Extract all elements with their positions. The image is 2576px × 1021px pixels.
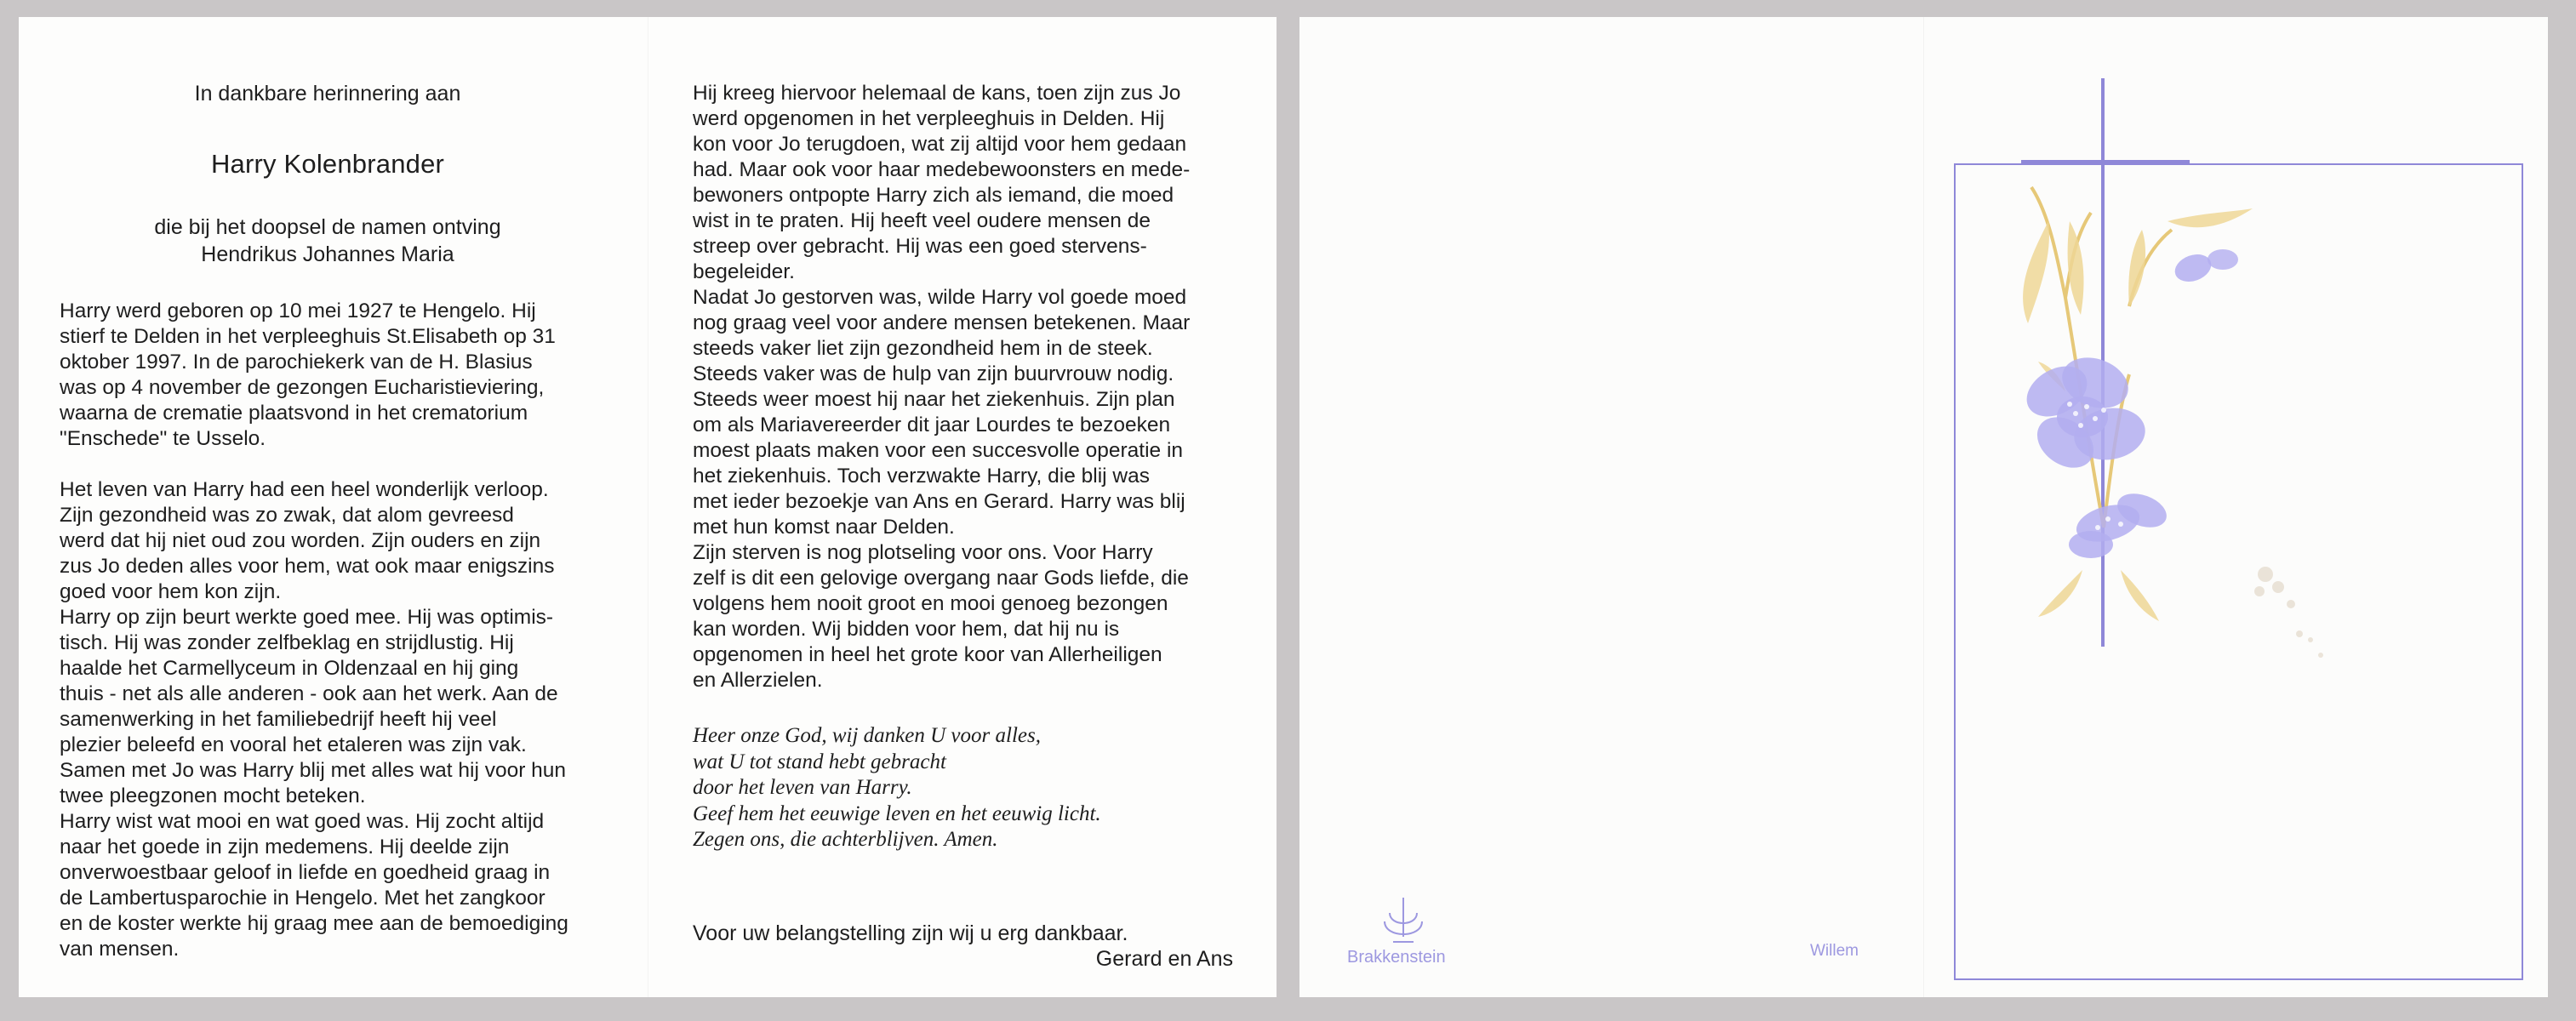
baptism-line: die bij het doopsel de namen ontving xyxy=(154,215,501,239)
card-inside xyxy=(19,17,1277,997)
age-stain xyxy=(2254,567,2323,658)
cross-horizontal-beam xyxy=(2021,160,2190,164)
thanks-text: Voor uw belangstelling zijn wij u erg dankbaar. xyxy=(693,921,1128,945)
intro-text: In dankbare herinnering aan xyxy=(194,82,461,106)
publisher-logo-icon xyxy=(1381,894,1425,945)
deceased-name: Harry Kolenbrander xyxy=(210,149,445,179)
life-story-paragraph: Het leven van Harry had een heel wonderlijk verloop. Zijn gezondheid was zo zwak, dat alom gevreesd werd dat hij niet oud zou worden. Zijn ouders en zijn zus Jo deden alles voor hem, wat ook maar enigszins goed voor hem kon zijn. Harry op zijn beurt werkte goed mee. Hij was optimis- tisch. Hij was zonder zelfbeklag en strijdlustig. Hij haalde het Carmellyceum in Oldenzaal en hij ging thuis - net als alle anderen - ook aan het werk. Aan de samenwerking in het familiebedrijf heeft hij veel plezier beleefd en vooral het etaleren was zijn vak. Samen met Jo was Harry blij met alles wat hij voor hun twee pleegzonen mocht beteken. Harry wist wat mooi en wat goed was. Hij zocht altijd naar het goede in zijn medemens. Hij deelde zijn onverwoestbaar geloof in liefde en goedheid graag in de Lambertusparochie in Hengelo. Met het zangkoor en de koster werkte hij graag mee aan de bemoediging van mensen. xyxy=(60,478,568,961)
biography-paragraph: Harry werd geboren op 10 mei 1927 te Hengelo. Hij stierf te Delden in het verpleeghuis St.Elisabeth op 31 oktober 1997. In de parochiekerk van de H. Blasius was op 4 november de gezongen Eucharistieviering, waarna de crematie plaatsvond in het crematorium "Enschede" te Usselo. xyxy=(60,299,556,450)
baptismal-names: Hendrikus Johannes Maria xyxy=(201,242,454,266)
life-story-continued: Hij kreeg hiervoor helemaal de kans, toen zijn zus Jo werd opgenomen in het verpleeghuis in Delden. Hij kon voor Jo terugdoen, wat zij altijd voor hem gedaan had. Maar ook voor haar medebewoonsters en mede- bewoners ontpopte Harry zich als iemand, die moed wist in te praten. Hij heeft veel oudere mensen de streep over gebracht. Hij was een goed stervens- begeleider. Nadat Jo gestorven was, wilde Harry vol goede moed nog graag veel voor andere mensen betekenen. Maar steeds vaker liet zijn gezondheid hem in de steek. Steeds vaker was de hulp van zijn buurvrouw nodig. Steeds weer moest hij naar het ziekenhuis. Zijn plan om als Mariavereerder dit jaar Lourdes te bezoeken moest plaats maken voor een succesvolle operatie in het ziekenhuis. Toch verzwakte Harry, die blij was met ieder bezoekje van Ans en Gerard. Harry was blij met hun komst naar Delden. Zijn sterven is nog plotseling voor ons. Voor Harry zelf is dit een gelovige overgang naar Gods liefde, die volgens hem nooit groot en mooi genoeg bezongen kan worden. Wij bidden voor hem, dat hij nu is opgenomen in heel het grote koor van Allerheiligen en Allerzielen. xyxy=(693,82,1191,692)
cross-illustration xyxy=(1299,17,2548,997)
signature: Gerard en Ans xyxy=(1095,947,1233,971)
publisher-name: Brakkenstein xyxy=(1347,948,1446,967)
flower-blossoms xyxy=(2018,249,2238,558)
prayer-text: Heer onze God, wij danken U voor alles, wat U tot stand hebt gebracht door het leven van Harry. Geef hem het eeuwige leven en het eeuwig licht. Zegen ons, die achterblijven. Amen. xyxy=(693,724,1101,851)
card-cover xyxy=(1299,17,2548,997)
artist-signature: Willem xyxy=(1810,942,1859,960)
